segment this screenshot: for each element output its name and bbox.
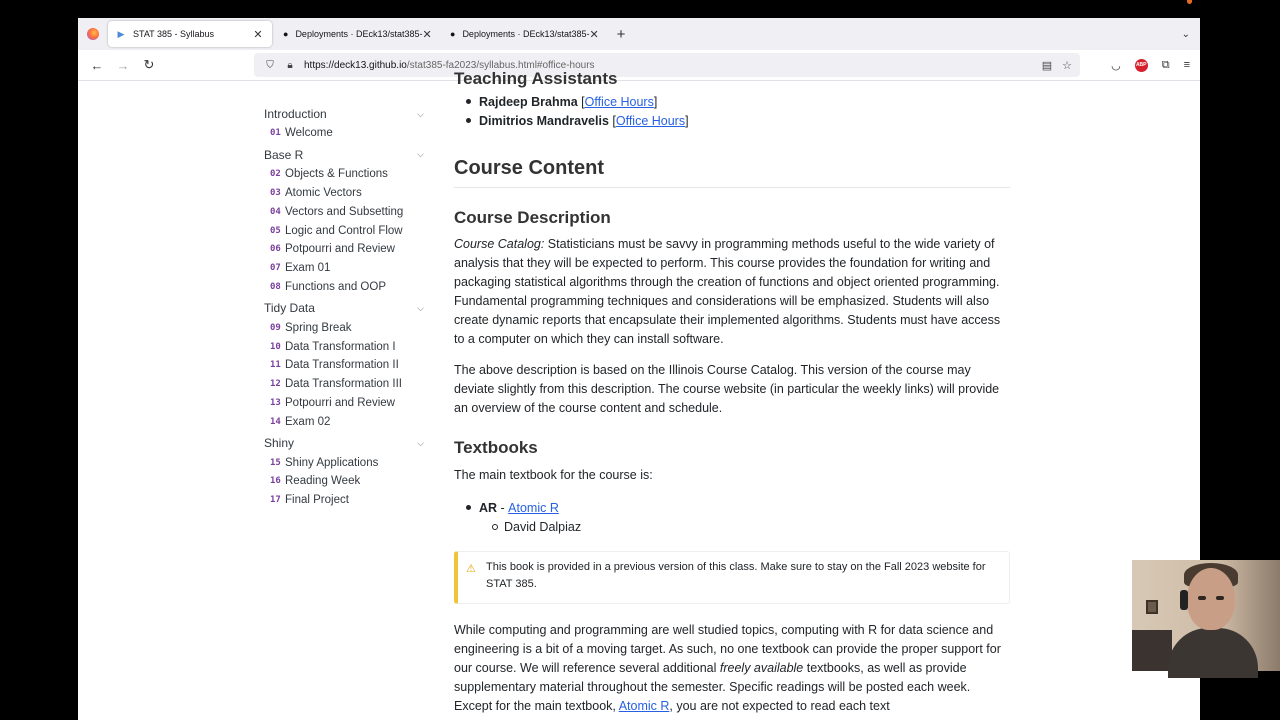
chevron-down-icon[interactable]: ⌵ xyxy=(417,108,424,119)
item-number: 16 xyxy=(270,476,281,487)
item-label: Objects & Functions xyxy=(285,168,388,181)
office-hours-link[interactable]: Office Hours xyxy=(584,94,654,109)
adblock-icon[interactable]: ABP xyxy=(1135,59,1148,72)
item-number: 13 xyxy=(270,397,281,408)
tab-deployments-1[interactable] xyxy=(275,21,439,47)
sidebar-item[interactable] xyxy=(264,184,424,203)
sidebar-item[interactable] xyxy=(264,124,424,143)
item-number: 08 xyxy=(270,281,281,292)
close-tab-icon[interactable]: ✕ xyxy=(253,28,263,41)
warning-icon: ⚠ xyxy=(466,563,476,575)
sidebar-item[interactable] xyxy=(264,412,424,431)
section-title: Tidy Data xyxy=(264,301,315,316)
ta-name: Rajdeep Brahma xyxy=(479,94,578,109)
warning-callout xyxy=(454,551,1010,604)
section-title: Introduction xyxy=(264,107,327,121)
item-label: Atomic Vectors xyxy=(285,186,362,199)
above-description-paragraph: The above description is based on the Illinois Course Catalog. This version of the course may deviate slightly from this description. The course website (in particular the weekly links) will provide an overview of the course content and schedule. xyxy=(454,363,1000,415)
sidebar-section-header[interactable] xyxy=(264,301,424,315)
pocket-icon[interactable]: ◡ xyxy=(1111,59,1121,72)
browser-window xyxy=(78,18,1200,720)
item-number: 04 xyxy=(270,206,281,217)
tab-syllabus[interactable] xyxy=(108,21,272,47)
sidebar-item[interactable] xyxy=(264,259,424,278)
bullet xyxy=(466,505,471,510)
page-content xyxy=(78,69,1200,720)
quarto-icon: ▶ xyxy=(117,28,125,39)
item-label: Data Transformation I xyxy=(285,340,396,353)
back-button[interactable]: ← xyxy=(90,57,104,73)
item-number: 09 xyxy=(270,322,281,333)
sidebar-item[interactable] xyxy=(264,202,424,221)
item-number: 01 xyxy=(270,128,281,139)
item-label: Spring Break xyxy=(285,321,352,334)
book-author: David Dalpiaz xyxy=(504,519,582,534)
section-title: Shiny xyxy=(264,436,295,451)
item-label: Exam 02 xyxy=(285,415,331,428)
sidebar-item[interactable] xyxy=(264,375,424,394)
sidebar-item[interactable] xyxy=(264,318,424,337)
sidebar xyxy=(264,107,424,515)
item-number: 11 xyxy=(270,360,281,371)
item-number: 10 xyxy=(270,341,281,352)
section-title: Base R xyxy=(264,147,304,162)
tab-title: Deployments · DEck13/stat385- xyxy=(295,29,423,39)
teaching-assistants-heading: Teaching Assistants xyxy=(454,69,618,88)
item-number: 07 xyxy=(270,263,281,274)
textbooks-intro: The main textbook for the course is: xyxy=(454,468,653,482)
atomic-r-link[interactable]: Atomic R xyxy=(618,699,670,713)
close-tab-icon[interactable]: ✕ xyxy=(589,28,599,41)
bullet xyxy=(466,99,471,104)
chevron-down-icon[interactable]: ⌵ xyxy=(417,437,424,448)
divider xyxy=(454,187,1010,188)
item-label: Shiny Applications xyxy=(285,456,379,469)
book-separator: - xyxy=(497,500,509,515)
catalog-text: Statisticians must be savvy in programming methods useful to the wide variety of analysis that they will be expected to perform. This course provides the foundation for writing and packaging statistical algorithms through the creation of functions and object oriented programming. Fundamental programming techniques and considerations will be emphasized. Students will also create dynamic reports that encapsulate their implemented algorithms. Students must have access to a computer on which they can install software. xyxy=(454,237,1001,346)
sidebar-item[interactable] xyxy=(264,491,424,510)
sidebar-item[interactable] xyxy=(264,337,424,356)
catalog-paragraph xyxy=(454,235,1010,349)
list-item: Rajdeep Brahma [ Office Hours ] xyxy=(466,92,689,111)
sidebar-section-shiny xyxy=(264,436,424,509)
tab-title: STAT 385 - Syllabus xyxy=(133,29,215,39)
sidebar-item[interactable] xyxy=(264,165,424,184)
item-number: 14 xyxy=(270,416,281,427)
list-item xyxy=(466,498,581,517)
item-label: Reading Week xyxy=(285,475,361,488)
chevron-down-icon[interactable]: ⌄ xyxy=(1181,28,1190,40)
sidebar-item[interactable] xyxy=(264,394,424,413)
new-tab-button[interactable]: + xyxy=(616,25,626,43)
item-label: Vectors and Subsetting xyxy=(285,205,404,218)
textbooks-heading: Textbooks xyxy=(454,438,538,457)
list-item xyxy=(466,517,581,536)
reader-view-icon[interactable]: ▤ xyxy=(1041,59,1053,72)
webcam-overlay xyxy=(1132,560,1280,671)
reload-button[interactable]: ↻ xyxy=(143,57,155,72)
shield-icon[interactable]: ⛉ xyxy=(266,59,274,71)
textbook-list xyxy=(466,498,581,536)
close-tab-icon[interactable]: ✕ xyxy=(422,28,432,41)
sidebar-section-header[interactable] xyxy=(264,148,424,162)
atomic-r-link[interactable]: Atomic R xyxy=(508,500,559,515)
url-bar[interactable] xyxy=(254,53,1080,77)
item-label: Welcome xyxy=(285,127,333,140)
textbooks-paragraph xyxy=(454,621,1010,716)
item-label: Data Transformation II xyxy=(285,359,399,372)
lock-icon[interactable]: 🔒︎ xyxy=(287,59,293,71)
sidebar-item[interactable] xyxy=(264,221,424,240)
course-content-heading: Course Content xyxy=(454,157,604,179)
item-number: 05 xyxy=(270,225,281,236)
firefox-icon[interactable] xyxy=(78,18,108,50)
sidebar-section-header[interactable] xyxy=(264,107,424,121)
url-path: /stat385-fa2023/syllabus.html#office-hours xyxy=(406,59,595,71)
url-domain: https://deck13.github.io xyxy=(304,59,407,71)
bullet xyxy=(466,118,471,123)
emphasis: freely available xyxy=(719,661,804,675)
recording-indicator xyxy=(1187,0,1192,4)
list-item: Dimitrios Mandravelis [ Office Hours ] xyxy=(466,111,689,130)
item-label: Exam 01 xyxy=(285,262,331,275)
sidebar-section-tidy-data xyxy=(264,301,424,431)
bookmark-star-icon[interactable]: ☆ xyxy=(1062,59,1072,72)
sidebar-section-introduction xyxy=(264,107,424,143)
bullet xyxy=(492,524,498,530)
sidebar-item[interactable] xyxy=(264,356,424,375)
menu-icon[interactable]: ≡ xyxy=(1183,59,1190,71)
callout-text: This book is provided in a previous version of this class. Make sure to stay on the Fall 2023 website for STAT 385. xyxy=(486,561,986,590)
office-hours-link[interactable]: Office Hours xyxy=(615,113,686,128)
sidebar-section-base-r xyxy=(264,148,424,297)
ta-name: Dimitrios Mandravelis xyxy=(479,113,609,128)
item-number: 03 xyxy=(270,187,281,198)
item-number: 17 xyxy=(270,495,281,506)
sidebar-item[interactable] xyxy=(264,472,424,491)
text: textbooks, as well as provide supplementary material throughout the semester. Specific readings will be posted each week. Except for the main textbook, xyxy=(454,661,971,713)
sidebar-item[interactable] xyxy=(264,278,424,297)
item-number: 15 xyxy=(270,457,281,468)
catalog-label: Course Catalog: xyxy=(454,237,545,251)
item-number: 06 xyxy=(270,244,281,255)
extensions-icon[interactable]: ⧉ xyxy=(1161,58,1170,71)
chevron-down-icon[interactable]: ⌵ xyxy=(417,149,424,160)
ta-list xyxy=(466,92,689,130)
item-label: Data Transformation III xyxy=(285,378,402,391)
item-label: Potpourri and Review xyxy=(285,243,395,256)
tab-bar xyxy=(78,18,1200,50)
text: While computing and programming are well studied topics, computing with R for data science and engineering is a bit of a moving target. As such, no one textbook can provide the proper support for our course. We will reference several additional xyxy=(454,623,1001,675)
item-label: Final Project xyxy=(285,494,349,507)
item-number: 12 xyxy=(270,379,281,390)
sidebar-section-header[interactable] xyxy=(264,436,424,450)
nav-bar xyxy=(78,50,1200,81)
item-label: Potpourri and Review xyxy=(285,396,395,409)
item-number: 02 xyxy=(270,169,281,180)
item-label: Functions and OOP xyxy=(285,280,386,293)
item-label: Logic and Control Flow xyxy=(285,224,403,237)
github-icon: ● xyxy=(450,29,456,39)
forward-button[interactable]: → xyxy=(116,57,130,73)
tab-deployments-2[interactable] xyxy=(442,21,606,47)
chevron-down-icon[interactable]: ⌵ xyxy=(417,302,424,313)
sidebar-item[interactable] xyxy=(264,453,424,472)
course-description-heading: Course Description xyxy=(454,208,611,227)
github-icon: ● xyxy=(283,29,289,39)
book-abbr: AR xyxy=(479,500,498,515)
sidebar-item[interactable] xyxy=(264,240,424,259)
tab-title: Deployments · DEck13/stat385- xyxy=(462,29,590,39)
text: , you are not expected to read each text xyxy=(669,699,890,713)
